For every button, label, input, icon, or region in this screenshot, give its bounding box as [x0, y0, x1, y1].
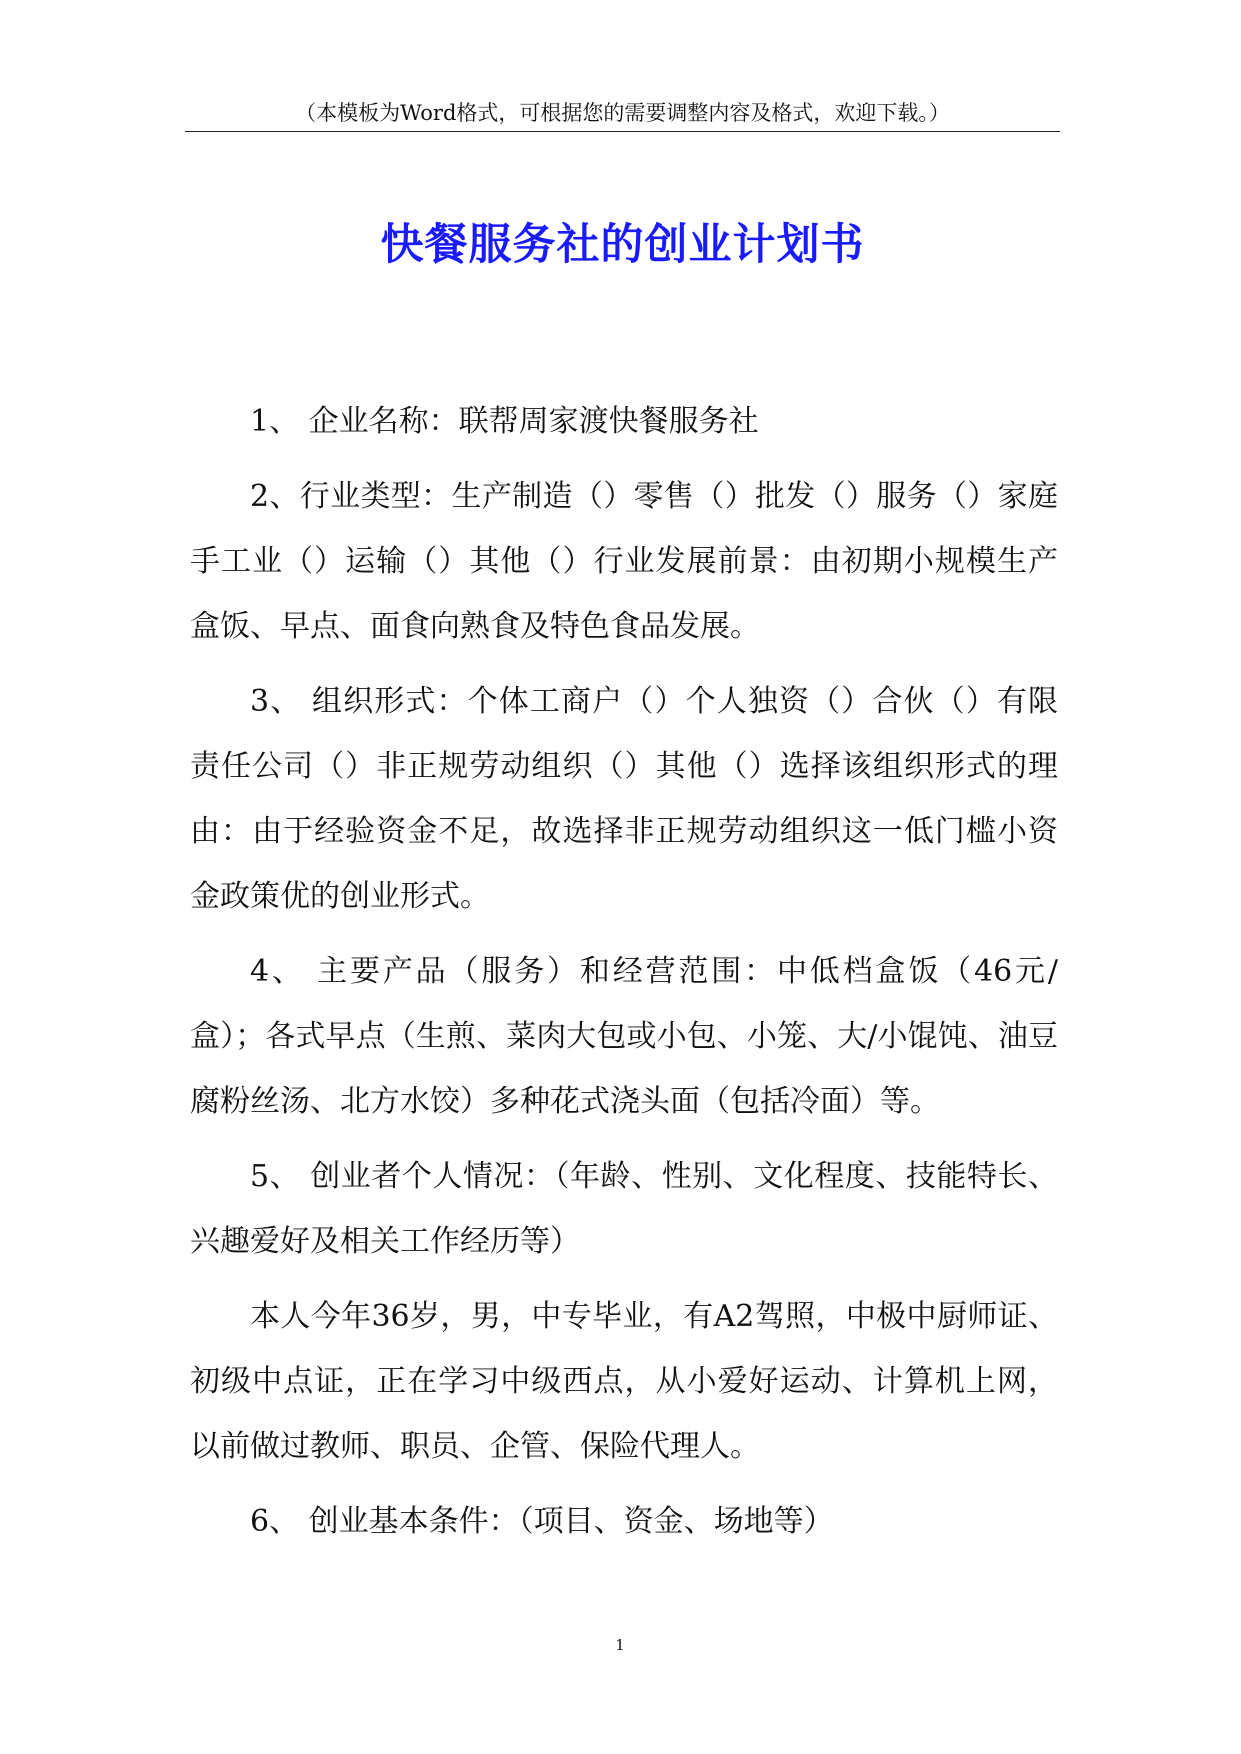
- paragraph-organization-form: 3、 组织形式：个体工商户（）个人独资（）合伙（）有限责任公司（）非正规劳动组织（）其他（）选择该组织形式的理由：由于经验资金不足，故选择非正规劳动组织这一低门槛小资金政策优的创业形式。: [190, 684, 1058, 914]
- paragraph-main-products: 4、 主要产品（服务）和经营范围：中低档盒饭（46元/盒）；各式早点（生煎、菜肉大包或小包、小笼、大/小馄饨、油豆腐粉丝汤、北方水饺）多种花式浇头面（包括冷面）等。: [190, 954, 1058, 1119]
- paragraph-industry-type: 2、行业类型：生产制造（）零售（）批发（）服务（）家庭手工业（）运输（）其他（）行业发展前景：由初期小规模生产盒饭、早点、面食向熟食及特色食品发展。: [190, 479, 1058, 644]
- document-body: [190, 389, 1058, 1564]
- paragraph-founder-details: 本人今年36岁，男，中专毕业，有A2驾照，中极中厨师证、初级中点证，正在学习中级西点，从小爱好运动、计算机上网，以前做过教师、职员、企管、保险代理人。: [190, 1299, 1058, 1464]
- paragraph-company-name: 1、 企业名称：联帮周家渡快餐服务社: [250, 404, 759, 439]
- page-number: 1: [615, 1636, 625, 1654]
- header-note: （本模板为Word格式，可根据您的需要调整内容及格式，欢迎下载。）: [295, 101, 950, 125]
- paragraph-founder-info: 5、 创业者个人情况：（年龄、性别、文化程度、技能特长、兴趣爱好及相关工作经历等）: [190, 1159, 1058, 1259]
- document-title: 快餐服务社的创业计划书: [380, 220, 865, 270]
- header-divider: [185, 131, 1060, 132]
- paragraph-basic-conditions: 6、 创业基本条件：（项目、资金、场地等）: [250, 1504, 834, 1539]
